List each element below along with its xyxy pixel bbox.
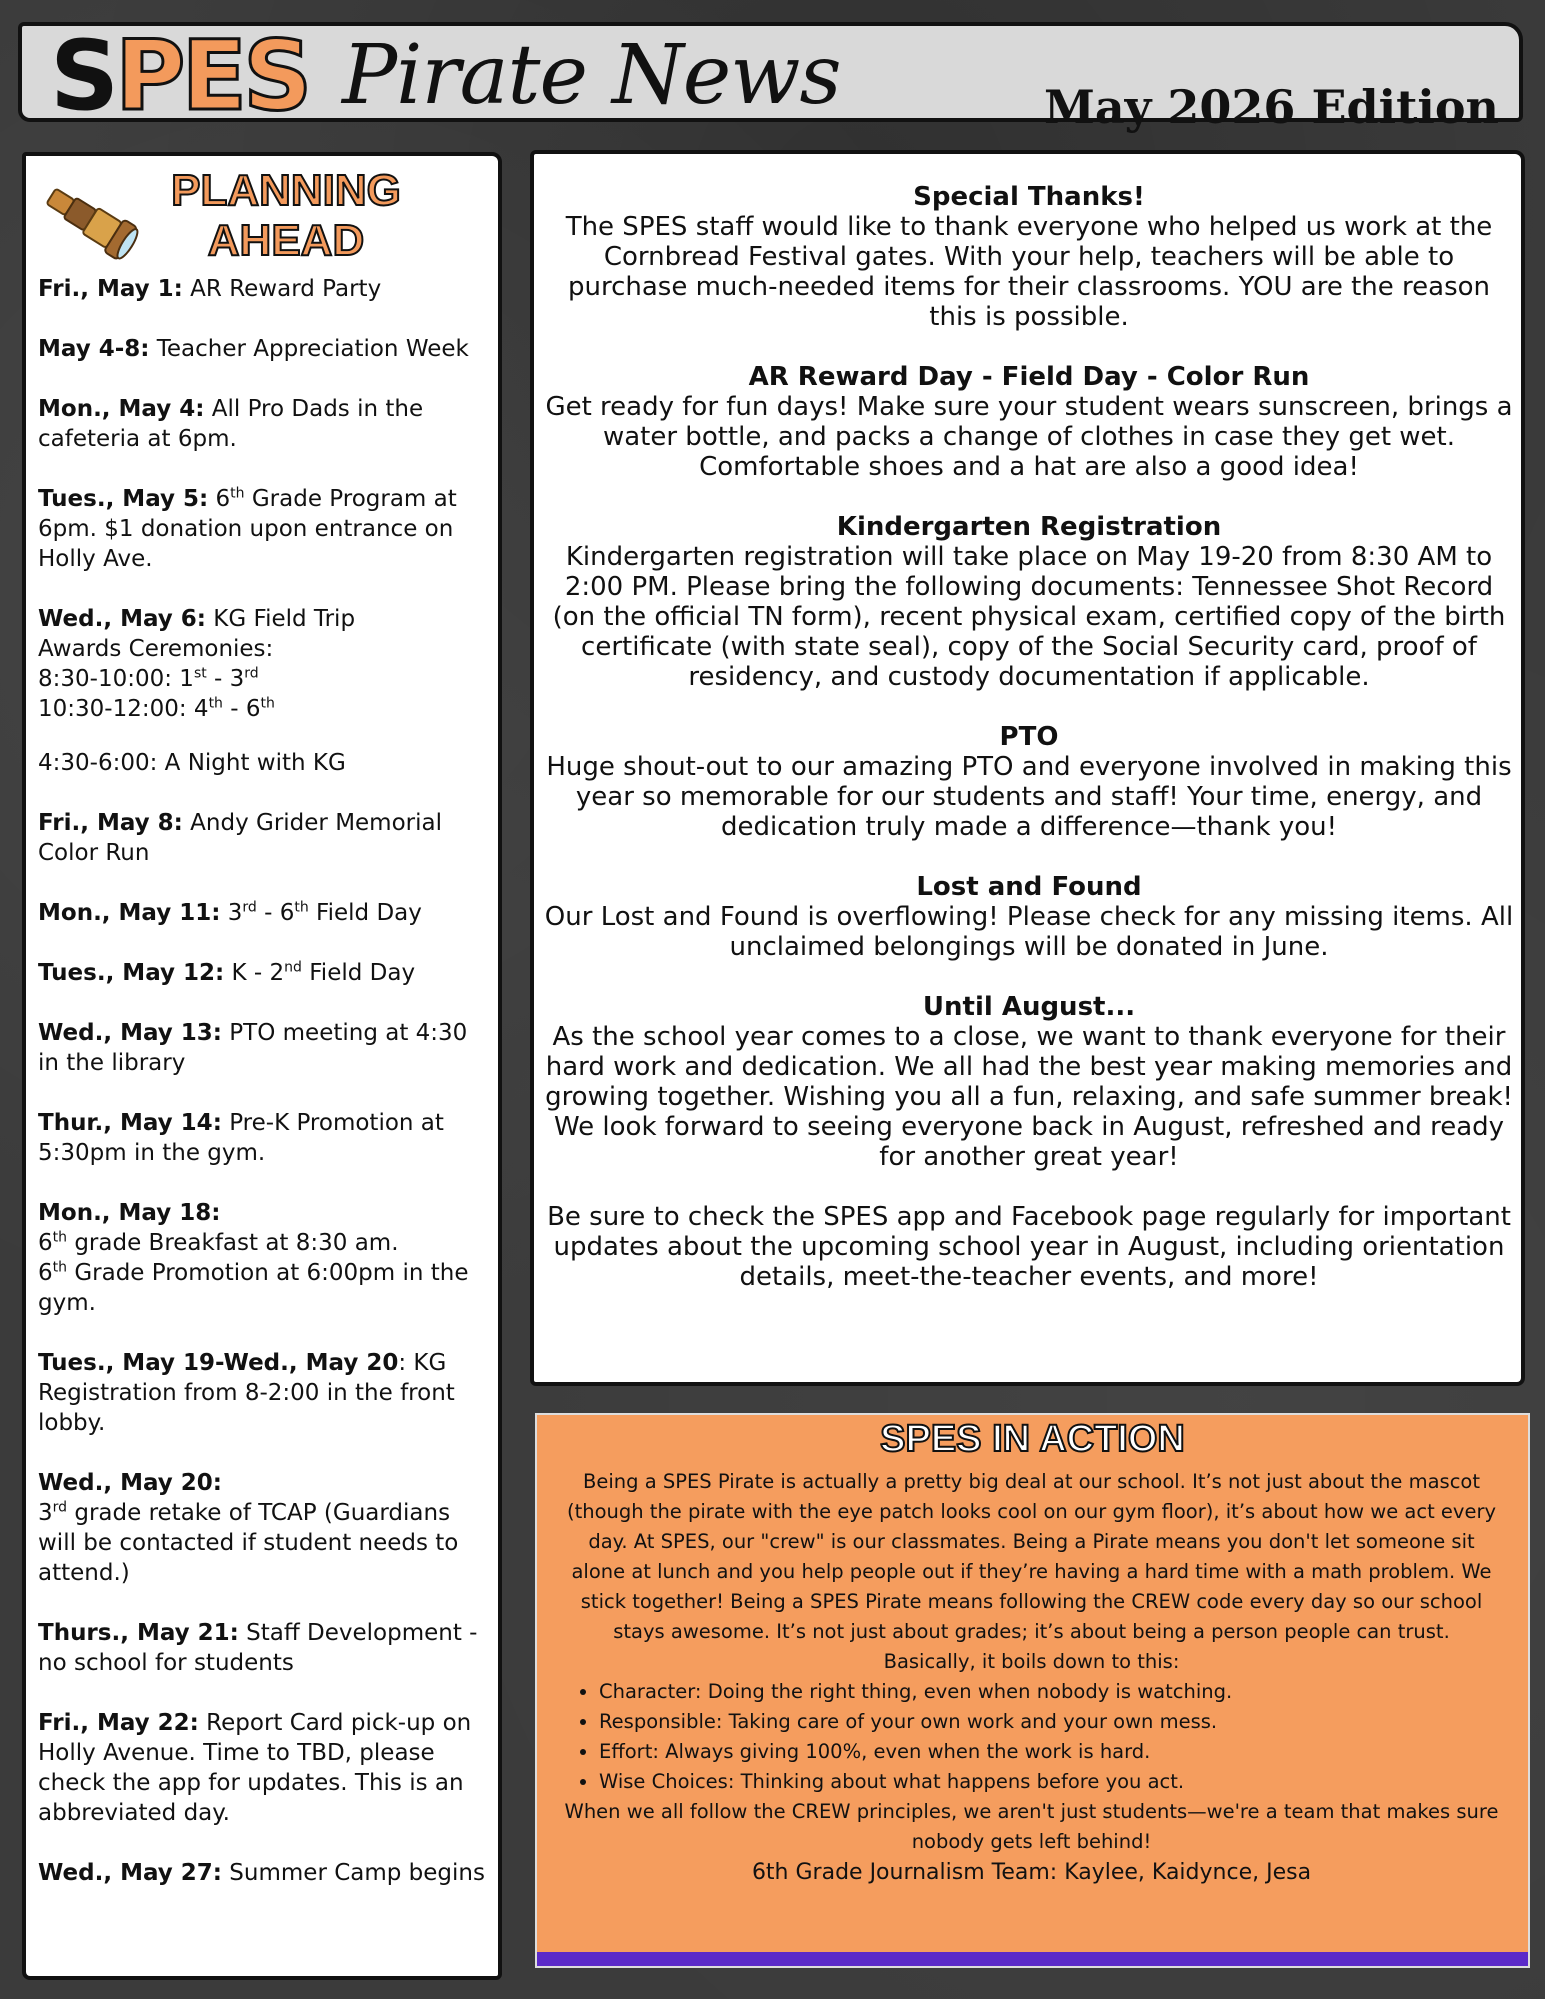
action-closing: When we all follow the CREW principles, we aren't just students—we're a team that makes sure nobody gets left behind! [564, 1800, 1499, 1853]
event-date: Wed., May 20: [38, 1470, 222, 1496]
ordinal-suffix: th [294, 899, 309, 916]
crew-list [559, 1677, 1504, 1797]
news-section [544, 1202, 1514, 1292]
event-date: Fri., May 8: [38, 810, 183, 836]
event-date: Mon., May 11: [38, 900, 221, 926]
section-heading: Lost and Found [916, 872, 1142, 902]
event-text: 10:30-12:00: 4 [38, 696, 209, 722]
event-item [38, 808, 493, 868]
event-item [38, 958, 493, 988]
news-section [544, 182, 1514, 332]
section-heading: Kindergarten Registration [836, 512, 1222, 542]
event-text: grade Breakfast at 8:30 am. [67, 1230, 399, 1256]
event-text: grade retake of TCAP (Guardians will be contacted if student needs to attend.) [38, 1500, 459, 1586]
event-date: Fri., May 1: [38, 276, 183, 302]
ordinal-suffix: th [52, 1259, 68, 1276]
event-item [38, 748, 493, 778]
event-text: : KG Registration from 8-2:00 in the front lobby. [38, 1350, 455, 1436]
ordinal-suffix: nd [284, 959, 302, 976]
planning-ahead-panel [22, 152, 502, 1980]
event-text: Andy Grider Memorial Color Run [38, 810, 442, 866]
event-date: Thur., May 14: [38, 1110, 222, 1136]
list-item: • Effort: Always giving 100%, even when the work is hard. [599, 1737, 1504, 1767]
section-body: Get ready for fun days! Make sure your student wears sunscreen, brings a water bottle, and packs a change of clothes in case they get wet. Comfortable shoes and a hat are also a good idea! [545, 392, 1513, 482]
event-item [38, 1858, 493, 1888]
news-section [544, 722, 1514, 842]
event-text: KG Field Trip [206, 606, 356, 632]
event-text: 6 [38, 1230, 53, 1256]
ordinal-suffix: th [230, 485, 245, 502]
event-date: Fri., May 22: [38, 1710, 199, 1736]
planning-title-line2: AHEAD [207, 216, 365, 265]
section-body: As the school year comes to a close, we want to thank everyone for their hard work and dedication. We all had the best year making memories and growing together. Wishing you all a fun, relaxing, and safe summer break! We look forward to seeing everyone back in August, refreshed and ready for another great year! [545, 1022, 1513, 1172]
ordinal-suffix: st [193, 665, 207, 682]
event-item [38, 274, 493, 304]
action-body [559, 1467, 1504, 1889]
list-item: • Wise Choices: Thinking about what happens before you act. [599, 1767, 1504, 1797]
event-text: - 6 [256, 900, 295, 926]
section-body: Kindergarten registration will take place on May 19-20 from 8:30 AM to 2:00 PM. Please bring the following documents: Tennessee Shot Record (on the official TN form), recent physical exam, certified copy of the birth certificate (with state seal), copy of the Social Security card, proof of residency, and custody documentation if applicable. [552, 542, 1506, 692]
event-item [38, 1468, 493, 1588]
logo-letter-s2: S [243, 20, 309, 132]
author-credit: 6th Grade Journalism Team: Kaylee, Kaidynce, Jesa [751, 1860, 1312, 1885]
event-item [38, 334, 493, 364]
newsletter-header [18, 20, 1523, 134]
event-item [38, 484, 493, 574]
event-item [38, 1018, 493, 1078]
event-date: Wed., May 6: [38, 606, 206, 632]
event-text: Field Day [308, 900, 422, 926]
event-item [38, 1198, 493, 1318]
event-date: Mon., May 4: [38, 396, 205, 422]
action-intro: Being a SPES Pirate is actually a pretty big deal at our school. It’s not just about the mascot (though the pirate with the eye patch looks cool on our gym floor), it’s about how we act every day. At SPES, our "crew" is our classmates. Being a Pirate means you don't let someone sit alone at lunch and you help people out if they’re having a hard time with a math problem. We stick together! Being a SPES Pirate means following the CREW code every day so our school stays awesome. It’s not just about grades; it’s about being a person people can trust. [566, 1470, 1497, 1643]
event-text: AR Reward Party [182, 276, 382, 302]
news-sections [544, 182, 1514, 1322]
event-text: Staff Development - no school for students [38, 1620, 478, 1676]
event-item [38, 1708, 493, 1828]
event-text: 6 [208, 486, 231, 512]
event-item [38, 898, 493, 928]
event-text: - 6 [222, 696, 261, 722]
edition-label: May 2026 Edition [1043, 80, 1499, 134]
ordinal-suffix: rd [52, 1499, 68, 1516]
ordinal-suffix: rd [242, 899, 257, 916]
ordinal-suffix: th [260, 695, 275, 712]
ordinal-suffix: rd [244, 665, 259, 682]
event-date: Wed., May 27: [38, 1860, 222, 1886]
news-section [544, 512, 1514, 692]
event-item [38, 1618, 493, 1678]
news-section [544, 872, 1514, 962]
event-text: Grade Promotion at 6:00pm in the gym. [38, 1260, 469, 1316]
event-date: Tues., May 19-Wed., May 20 [38, 1350, 399, 1376]
spyglass-icon [36, 176, 146, 266]
ordinal-suffix: th [208, 695, 223, 712]
event-text: All Pro Dads in the cafeteria at 6pm. [38, 396, 424, 452]
event-text: PTO meeting at 4:30 in the library [38, 1020, 468, 1076]
section-heading: PTO [999, 722, 1059, 752]
spes-in-action-panel [535, 1413, 1530, 1968]
list-item: • Character: Doing the right thing, even when nobody is watching. [599, 1677, 1504, 1707]
event-text: Grade Program at 6pm. $1 donation upon entrance on Holly Ave. [38, 486, 457, 572]
section-heading: AR Reward Day - Field Day - Color Run [748, 362, 1310, 392]
event-text: 3 [38, 1500, 53, 1526]
event-date: Tues., May 5: [38, 486, 209, 512]
section-body: Our Lost and Found is overflowing! Please check for any missing items. All unclaimed belongings will be donated in June. [544, 902, 1514, 962]
logo-letter-p: P [115, 20, 182, 132]
event-date: May 4-8: [38, 336, 150, 362]
event-text: Field Day [301, 960, 416, 986]
event-date: Mon., May 18: [38, 1200, 221, 1226]
event-text: Pre-K Promotion at 5:30pm in the gym. [38, 1110, 444, 1166]
news-section [544, 992, 1514, 1172]
news-panel [530, 150, 1525, 1386]
planning-title-line1: PLANNING [171, 166, 401, 215]
section-heading: Special Thanks! [913, 182, 1145, 212]
event-text: Summer Camp begins [222, 1860, 485, 1886]
action-lead: Basically, it boils down to this: [883, 1650, 1180, 1673]
event-text: Teacher Appreciation Week [149, 336, 469, 362]
event-date: Thurs., May 21: [38, 1620, 239, 1646]
event-text: - 3 [206, 666, 245, 692]
ordinal-suffix: th [52, 1229, 68, 1246]
section-body: Huge shout-out to our amazing PTO and everyone involved in making this year so memorable for our students and staff! Your time, energy, and dedication truly made a difference—thank you! [546, 752, 1512, 842]
event-text: 8:30-10:00: 1 [38, 666, 194, 692]
event-text: Awards Ceremonies: [38, 636, 274, 662]
event-text: 3 [220, 900, 243, 926]
event-text: 4:30-6:00: A Night with KG [38, 750, 346, 776]
planning-ahead-title [136, 166, 436, 266]
event-item [38, 1108, 493, 1168]
purple-accent-bar [537, 1952, 1528, 1966]
event-text: 6 [38, 1260, 53, 1286]
action-title: SPES IN ACTION [880, 1418, 1185, 1460]
event-date: Tues., May 12: [38, 960, 225, 986]
section-heading: Until August... [922, 992, 1136, 1022]
section-body: Be sure to check the SPES app and Facebook page regularly for important updates about the upcoming school year in August, including orientation details, meet-the-teacher events, and more! [547, 1202, 1511, 1292]
event-item [38, 604, 493, 724]
news-section [544, 362, 1514, 482]
event-text: Report Card pick-up on Holly Avenue. Time to TBD, please check the app for updates. This is an abbreviated day. [38, 1710, 472, 1826]
event-date: Wed., May 13: [38, 1020, 222, 1046]
list-item: • Responsible: Taking care of your own work and your own mess. [599, 1707, 1504, 1737]
section-body: The SPES staff would like to thank everyone who helped us work at the Cornbread Festival gates. With your help, teachers will be able to purchase much-needed items for their classrooms. YOU are the reason this is possible. [565, 212, 1493, 332]
logo-letter-e: E [181, 20, 244, 132]
event-item [38, 1348, 493, 1438]
logo-letter-s: S [50, 20, 116, 132]
event-item [38, 394, 493, 454]
newsletter-title: Pirate News [342, 28, 841, 123]
spes-logo [50, 20, 309, 132]
event-text: K - 2 [224, 960, 285, 986]
event-list [38, 274, 493, 1918]
